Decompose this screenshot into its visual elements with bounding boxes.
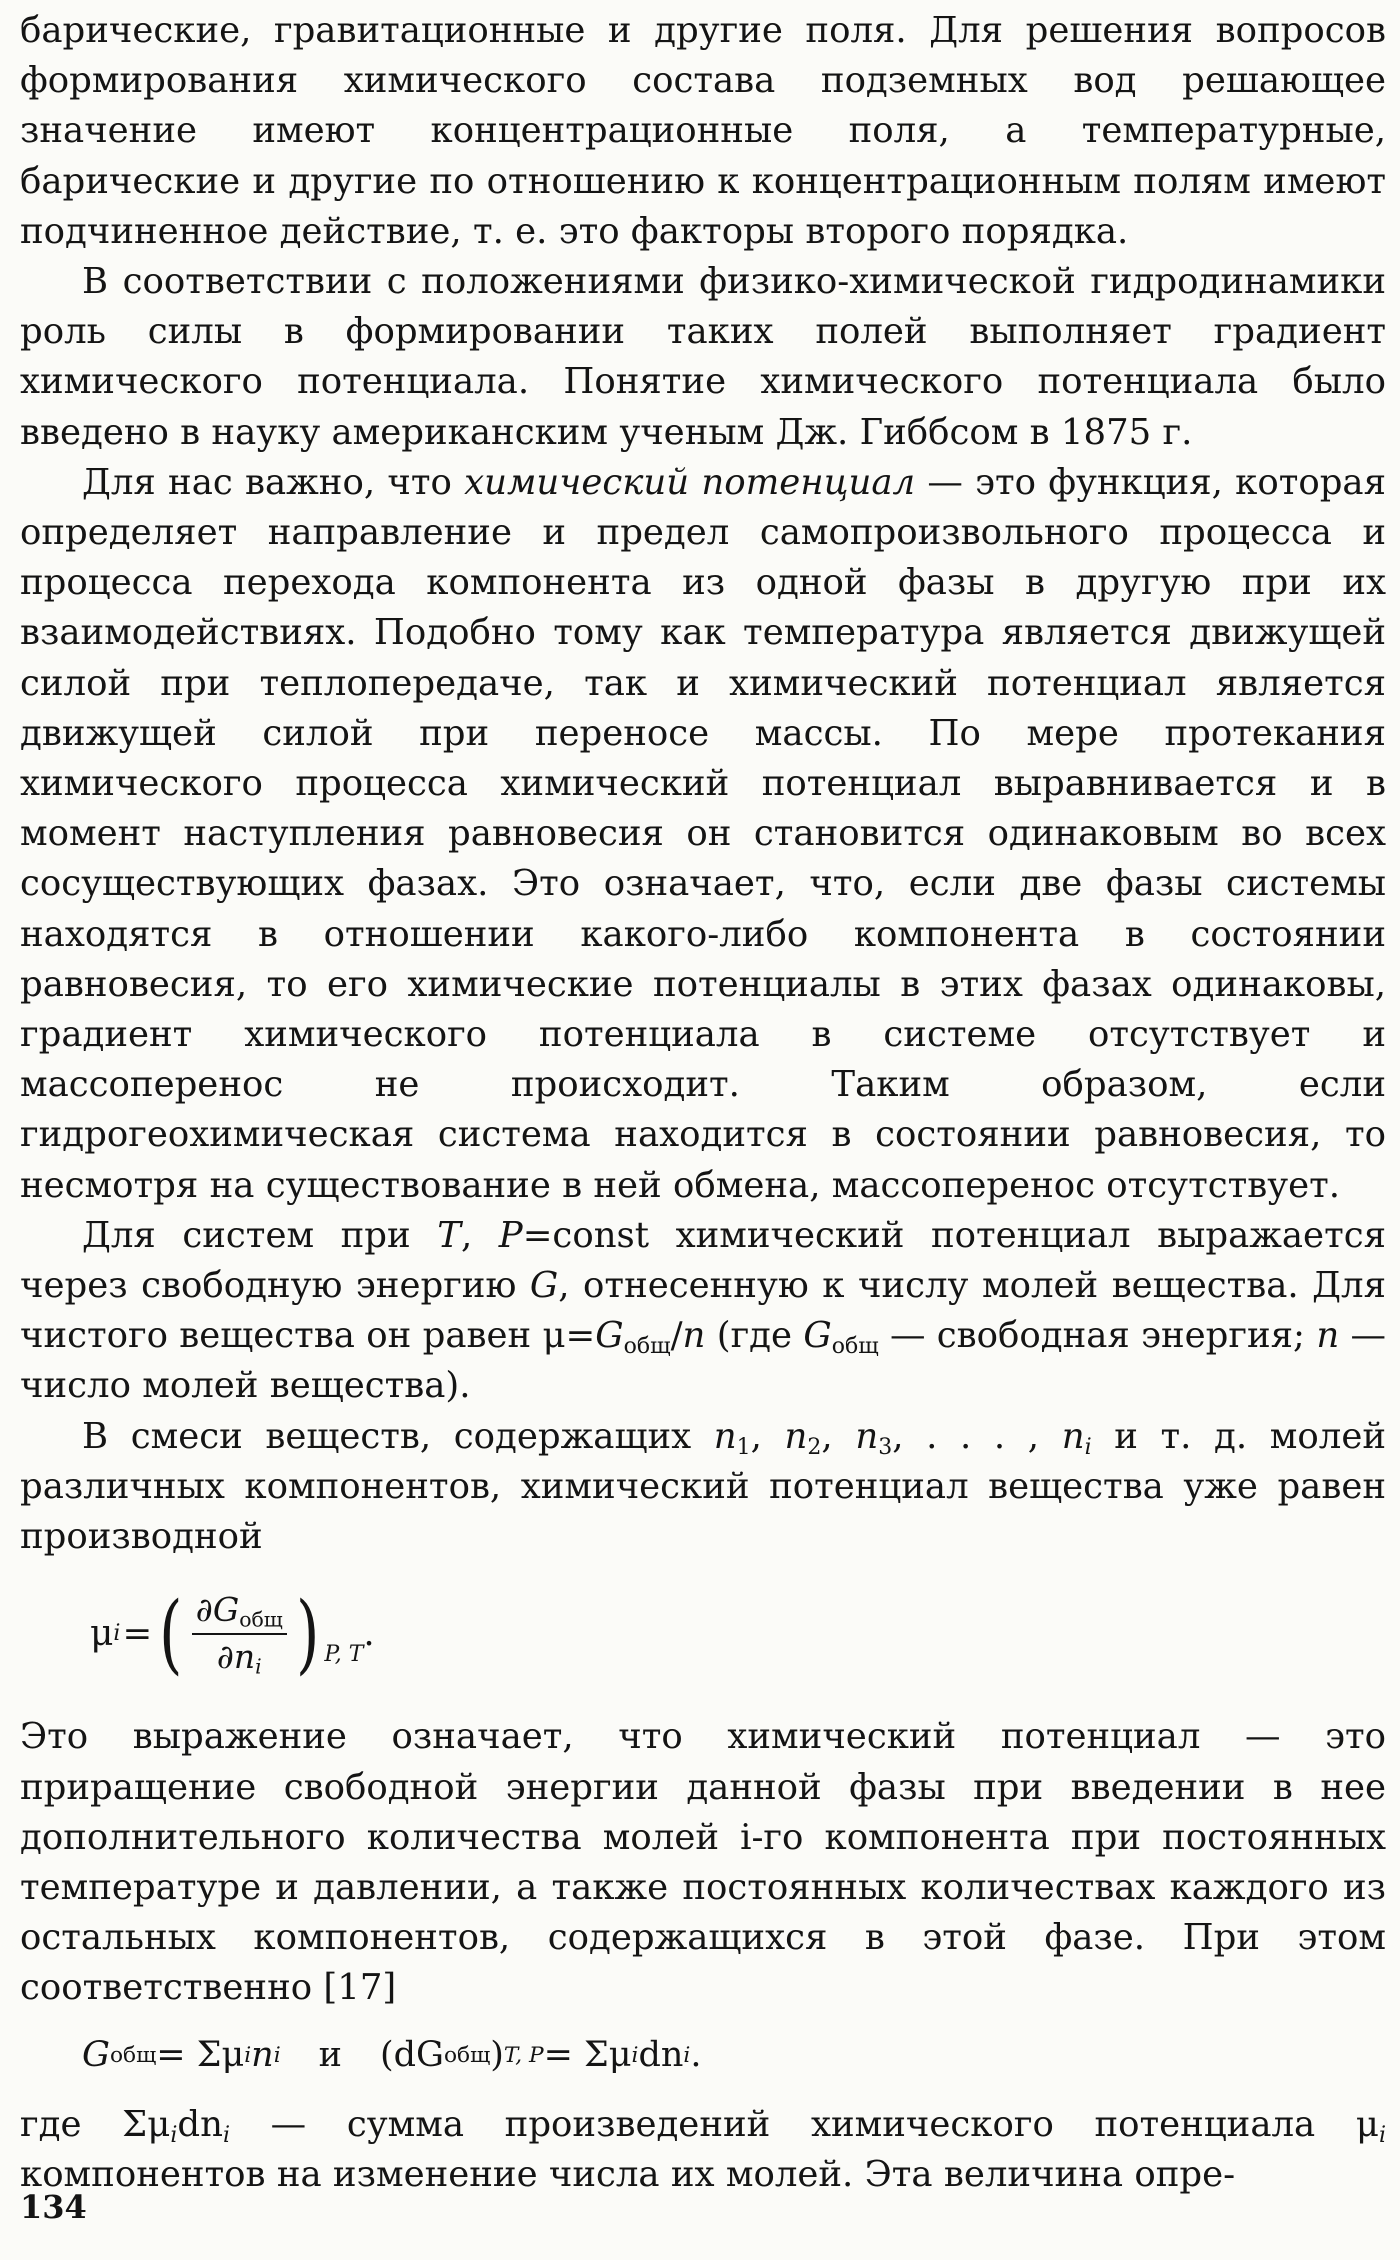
- right-paren: ): [295, 1584, 320, 1685]
- formula-gibbs-sum: G общ = Σμ i n i и (dG общ ) T, P = Σμ i dn i .: [82, 2035, 702, 2076]
- paragraph-6: Это выражение означает, что химический потенциал — это приращение свободной энергии данной фазы при введении в нее дополнительного количества молей i-го компонента при постоянных температуре и давлении, а также постоянных количествах каждого из остальных компонентов, содержащихся в этой фазе. При этом соответственно [17]: [20, 1716, 1386, 2009]
- page-number: 134: [20, 2188, 87, 2226]
- left-paren: (: [159, 1584, 183, 1685]
- formula-chemical-potential: μ i = ( $\frac{\partial G_{общ}}{\partial n_i}$ ) P, T .: [90, 1584, 375, 1685]
- term-chemical-potential: химический потенциал: [464, 461, 916, 503]
- paragraph-5: В смеси веществ, содержащих $n_1$, $n_2$, $n_3$, . . . , $n_i$ и т. д. молей различных компонентов, химический потенциал вещества уже равен производной: [20, 1415, 1386, 1558]
- fraction: $\frac{\partial G_{общ}}{\partial n_i}$: [192, 1589, 287, 1679]
- paragraph-1: барические, гравитационные и другие поля. Для решения вопросов формирования химического состава подземных вод решающее значение имеют концентрационные поля, а температурные, барические и другие по отношению к концентрационным полям имеют подчиненное действие, т. е. это факторы второго порядка.: [20, 10, 1386, 252]
- paragraph-2: В соответствии с положениями физико-химической гидродинамики роль силы в формировании таких полей выполняет градиент химического потенциала. Понятие химического потенциала было введено в науку американским ученым Дж. Гиббсом в 1875 г.: [20, 261, 1386, 453]
- paragraph-7: где $\Sigma\mu_idn_i$ — сумма произведений химического потенциала $\mu_i$ компонентов на изменение числа их молей. Эта величина опре-: [20, 2103, 1386, 2195]
- paragraph-4: Для систем при T, P=const химический потенциал выражается через свободную энергию G, отнесенную к числу молей вещества. Для чистого вещества он равен $\mu=G_{общ}/n$ (где $G_{общ}$ — свободная энергия; n — число молей вещества).: [20, 1214, 1386, 1407]
- paragraph-3: Для нас важно, что химический потенциал — это функция, которая определяет направление и предел самопроизвольного процесса и процесса перехода компонента из одной фазы в другую при их взаимодействиях. Подобно тому как температура является движущей силой при теплопередаче, так и химический потенциал является движущей силой при переносе массы. По мере протекания химического процесса химический потенциал выравнивается и в момент наступления равновесия он становится одинаковым во всех сосуществующих фазах. Это означает, что, если две фазы системы находятся в отношении какого-либо компонента в состоянии равновесия, то его химические потенциалы в этих фазах одинаковы, градиент химического потенциала в системе отсутствует и массоперенос не происходит. Таким образом, если гидрогеохимическая система находится в состоянии равновесия, то несмотря на существование в ней обмена, массоперенос отсутствует.: [20, 461, 1386, 1206]
